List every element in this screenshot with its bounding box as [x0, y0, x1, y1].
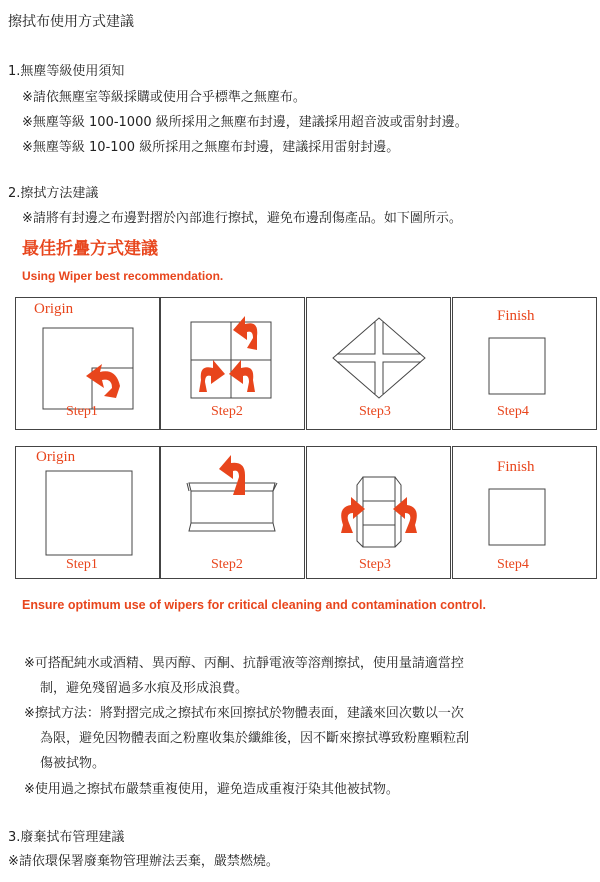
row2-step2-panel	[160, 446, 305, 579]
row1-step4-panel	[452, 297, 597, 430]
row1-step3-label: Step3	[359, 404, 391, 419]
figure-title-en: Using Wiper best recommendation.	[22, 269, 224, 283]
row2-step4-label: Step4	[497, 557, 529, 572]
note-line-4: 為限，避免因物體表面之粉塵收集於纖維後，因不斷來擦拭導致粉塵顆粒刮	[40, 731, 470, 746]
row1-step2-panel	[160, 297, 305, 430]
row1-origin-label: Origin	[34, 301, 74, 317]
note-line-6: ※使用過之擦拭布嚴禁重複使用，避免造成重複汙染其他被拭物。	[24, 782, 399, 797]
row2-step4-panel	[452, 446, 597, 579]
fold-arrow-icon	[233, 316, 257, 350]
row2-step1-panel	[15, 446, 160, 579]
section3-item: ※請依環保署廢棄物管理辦法丟棄，嚴禁燃燒。	[8, 854, 279, 869]
section1-heading: 1.無塵等級使用須知	[8, 64, 125, 79]
row2-origin-label: Origin	[36, 449, 76, 465]
row1-step1-panel	[15, 297, 160, 430]
figure-caption: Ensure optimum use of wipers for critical cleaning and contamination control.	[22, 598, 486, 612]
fold-arrow-icon	[199, 360, 225, 392]
fold-arrow-icon	[393, 497, 417, 533]
section1-item-1: ※請依無塵室等級採購或使用合乎標準之無塵布。	[22, 90, 306, 105]
row1-step3-panel	[306, 297, 451, 430]
section1-item-3: ※無塵等級 10-100 級所採用之無塵布封邊，建議採用雷射封邊。	[22, 140, 400, 155]
row2-finish-label: Finish	[497, 459, 535, 475]
row1-step4-label: Step4	[497, 404, 529, 419]
row2-step1-label: Step1	[66, 557, 98, 572]
row1-step1-label: Step1	[66, 404, 98, 419]
row1-finish-label: Finish	[497, 308, 535, 324]
row2-step2-label: Step2	[211, 557, 243, 572]
section1-item-2: ※無塵等級 100-1000 級所採用之無塵布封邊，建議採用超音波或雷射封邊。	[22, 115, 468, 130]
row2-step3-panel	[306, 446, 451, 579]
row1-step2-label: Step2	[211, 404, 243, 419]
note-line-2: 制，避免殘留過多水痕及形成浪費。	[40, 681, 249, 696]
figure-title-zh: 最佳折疊方式建議	[22, 239, 158, 259]
note-line-5: 傷被拭物。	[40, 756, 106, 771]
page-title: 擦拭布使用方式建議	[8, 14, 134, 30]
note-line-3: ※擦拭方法：將對摺完成之擦拭布來回擦拭於物體表面，建議來回次數以一次	[24, 706, 464, 721]
fold-arrow-icon	[341, 497, 365, 533]
row2-step3-label: Step3	[359, 557, 391, 572]
note-line-1: ※可搭配純水或酒精、異丙醇、丙酮、抗靜電液等溶劑擦拭，使用量請適當控	[24, 656, 464, 671]
section3-heading: 3.廢棄拭布管理建議	[8, 830, 125, 845]
section2-item: ※請將有封邊之布邊對摺於內部進行擦拭，避免布邊刮傷產品。如下圖所示。	[22, 211, 462, 226]
fold-arrow-icon	[219, 455, 245, 495]
section2-heading: 2.擦拭方法建議	[8, 186, 99, 201]
